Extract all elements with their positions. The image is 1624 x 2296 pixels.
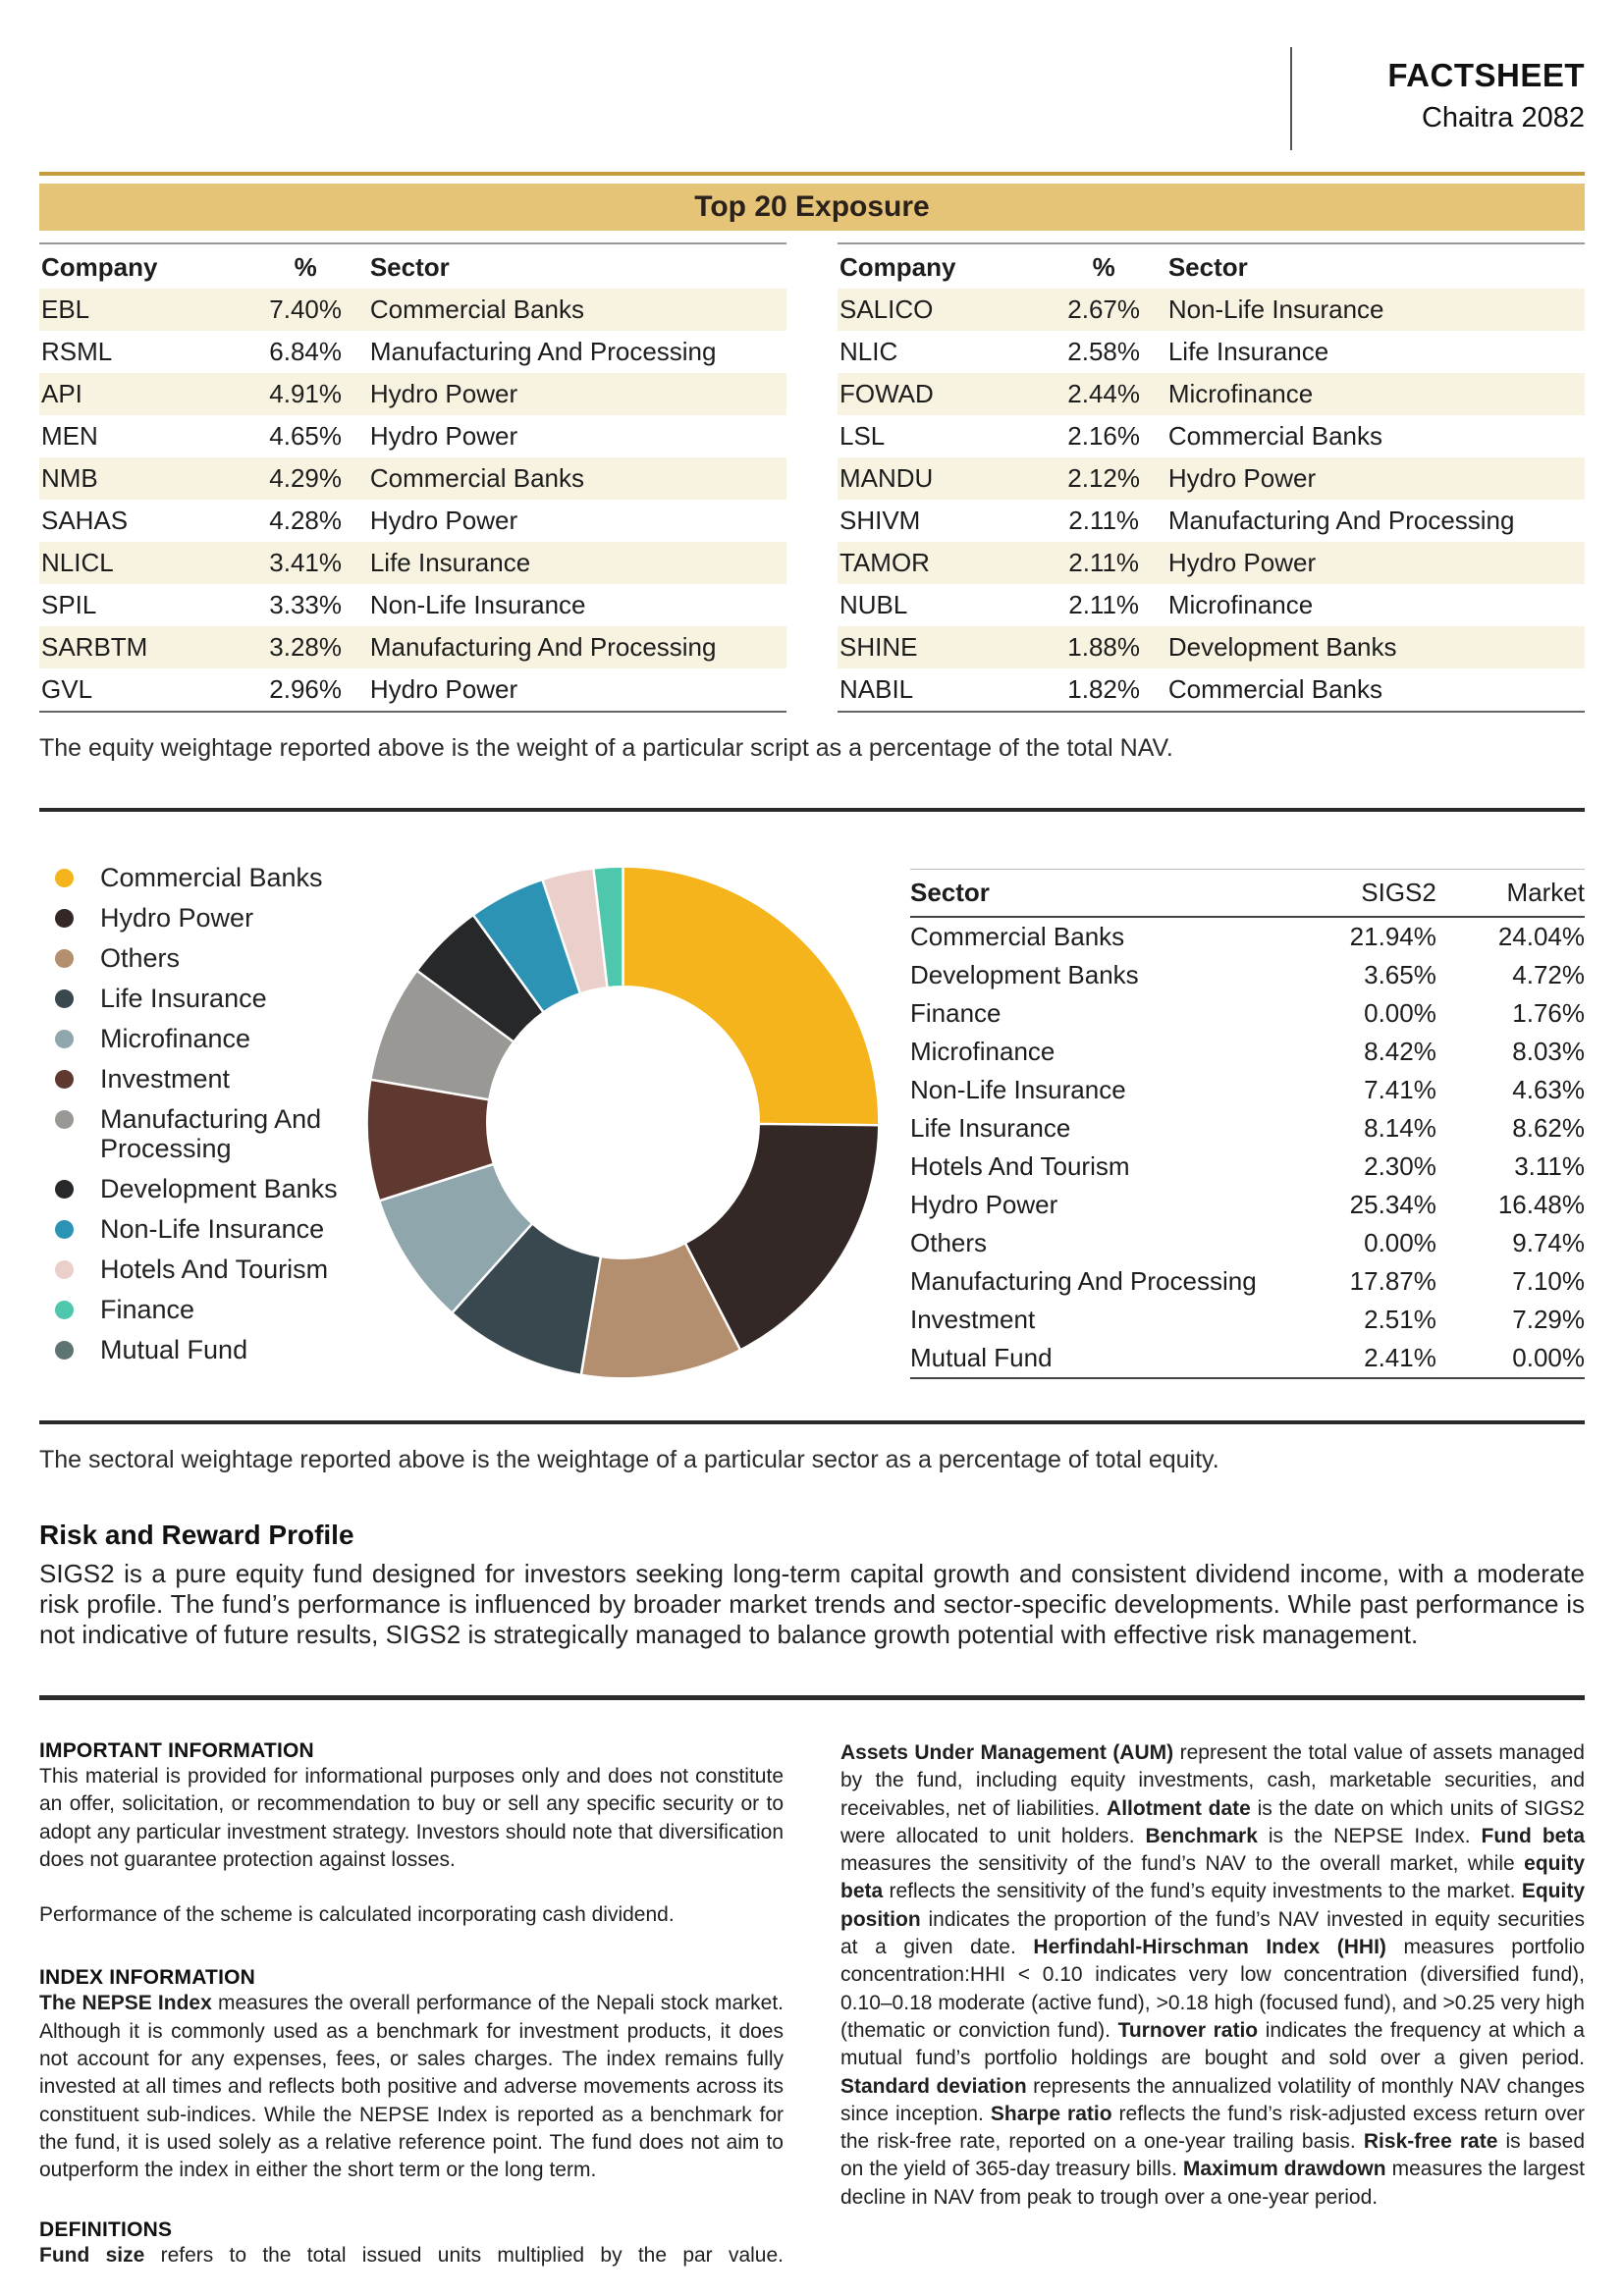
top20-title: Top 20 Exposure <box>694 190 930 223</box>
percent-cell: 2.11% <box>1068 506 1140 535</box>
sector-cell: Hydro Power <box>369 421 518 451</box>
table-row <box>910 1224 1585 1262</box>
section-divider <box>39 808 1585 812</box>
percent-cell: 2.11% <box>1068 590 1140 619</box>
table-row <box>39 289 786 331</box>
market-cell: 3.11% <box>1514 1151 1585 1181</box>
market-cell: 7.29% <box>1512 1305 1585 1334</box>
sector-cell: Life Insurance <box>369 548 531 577</box>
legend-label: Commercial Banks <box>100 863 323 892</box>
table-row <box>838 626 1585 668</box>
market-cell: 8.62% <box>1512 1113 1585 1143</box>
sigs2-cell: 7.41% <box>1364 1075 1436 1104</box>
column-header-market: Market <box>1506 878 1585 907</box>
percent-cell: 7.40% <box>269 294 343 324</box>
table-row <box>39 415 786 457</box>
sector-cell: Commercial Banks <box>369 294 584 324</box>
top20-tables <box>39 242 1585 713</box>
legend-item <box>39 1064 355 1094</box>
legend-item <box>39 943 355 973</box>
legend-item <box>39 903 355 933</box>
legend-label: Manufacturing And Processing <box>100 1104 322 1163</box>
legend-item <box>39 1335 355 1364</box>
percent-cell: 2.44% <box>1067 379 1141 408</box>
company-cell: NUBL <box>839 590 908 619</box>
definitions-column <box>840 1739 1585 2269</box>
legend-item <box>39 1295 355 1324</box>
sigs2-cell: 25.34% <box>1349 1190 1436 1219</box>
company-cell: SALICO <box>839 294 934 324</box>
sigs2-cell: 17.87% <box>1349 1266 1436 1296</box>
legend-label: Hotels And Tourism <box>100 1255 329 1284</box>
definitions-heading: DEFINITIONS <box>39 2217 173 2241</box>
fund-size-definition: Fund size refers to the total issued units multiplied by the par value. <box>39 2243 784 2267</box>
sector-cell: Hydro Power <box>1167 463 1317 493</box>
percent-cell: 2.16% <box>1067 421 1141 451</box>
legend-label: Microfinance <box>100 1024 251 1053</box>
table-row <box>910 994 1585 1033</box>
risk-reward-heading: Risk and Reward Profile <box>39 1520 354 1550</box>
sigs2-cell: 3.65% <box>1364 960 1436 989</box>
company-cell: LSL <box>839 421 886 451</box>
important-info-heading: IMPORTANT INFORMATION <box>39 1739 314 1762</box>
risk-reward-section <box>39 1520 1585 1650</box>
table-row <box>838 289 1585 331</box>
table-row <box>838 584 1585 626</box>
table-row <box>910 1148 1585 1186</box>
sector-cell: Development Banks <box>1167 632 1397 662</box>
legend-label: Life Insurance <box>100 984 267 1013</box>
table-row <box>39 373 786 415</box>
sigs2-cell: 8.42% <box>1364 1037 1436 1066</box>
legend-swatch-icon <box>55 1110 74 1129</box>
sector-cell: Mutual Fund <box>910 1343 1053 1372</box>
sector-cell: Manufacturing And Processing <box>910 1266 1257 1296</box>
top20-left-body <box>39 289 786 712</box>
company-cell: API <box>41 379 82 408</box>
legend-swatch-icon <box>55 1341 74 1360</box>
legend-item <box>39 984 355 1013</box>
top20-table-right <box>838 242 1585 713</box>
legend-label: Investment <box>100 1064 231 1094</box>
market-cell: 24.04% <box>1497 922 1585 951</box>
company-cell: NLICL <box>41 548 114 577</box>
table-row <box>910 956 1585 994</box>
sector-cell: Microfinance <box>1167 590 1314 619</box>
sector-cell: Investment <box>910 1305 1036 1334</box>
percent-cell: 3.28% <box>269 632 343 662</box>
legend-label: Hydro Power <box>100 903 254 933</box>
sector-cell: Microfinance <box>910 1037 1056 1066</box>
chart-legend <box>39 863 355 1375</box>
market-cell: 1.76% <box>1512 998 1585 1028</box>
sector-cell: Hydro Power <box>369 379 518 408</box>
table-row <box>910 1186 1585 1224</box>
header-block <box>1290 47 1585 150</box>
table-row <box>910 1109 1585 1148</box>
legend-item <box>39 1214 355 1244</box>
percent-cell: 2.11% <box>1068 548 1140 577</box>
sector-cell: Commercial Banks <box>910 922 1125 951</box>
sigs2-cell: 2.51% <box>1364 1305 1436 1334</box>
table-row <box>39 542 786 584</box>
market-cell: 9.74% <box>1512 1228 1585 1257</box>
market-cell: 4.63% <box>1512 1075 1585 1104</box>
sigs2-cell: 2.41% <box>1364 1343 1436 1372</box>
table-row <box>39 500 786 542</box>
percent-cell: 1.88% <box>1067 632 1141 662</box>
sector-cell: Manufacturing And Processing <box>369 632 717 662</box>
sigs2-cell: 0.00% <box>1364 1228 1436 1257</box>
company-cell: SPIL <box>41 590 97 619</box>
table-row <box>39 331 786 373</box>
table-row <box>910 1262 1585 1301</box>
legend-item <box>39 1104 355 1163</box>
company-cell: RSML <box>41 337 113 366</box>
percent-cell: 4.29% <box>269 463 343 493</box>
sigs2-cell: 21.94% <box>1349 922 1436 951</box>
column-header-company: Company <box>839 252 956 282</box>
market-cell: 4.72% <box>1512 960 1585 989</box>
company-cell: MEN <box>41 421 98 451</box>
company-cell: NLIC <box>839 337 898 366</box>
percent-cell: 2.12% <box>1067 463 1141 493</box>
sector-cell: Hydro Power <box>369 674 518 704</box>
sector-table <box>910 869 1585 1379</box>
column-header-percent: % <box>1092 252 1115 282</box>
performance-note: Performance of the scheme is calculated incorporating cash dividend. <box>39 1903 675 1927</box>
top20-right-body <box>838 289 1585 712</box>
table-row <box>39 584 786 626</box>
percent-cell: 4.65% <box>269 421 343 451</box>
percent-cell: 6.84% <box>269 337 343 366</box>
company-cell: GVL <box>41 674 93 704</box>
table-header-row <box>39 243 786 289</box>
company-cell: FOWAD <box>839 379 934 408</box>
table-row <box>39 668 786 712</box>
table-header-row <box>838 243 1585 289</box>
page-title: FACTSHEET <box>1387 57 1585 93</box>
sector-cell: Others <box>910 1228 988 1257</box>
column-header-sigs2: SIGS2 <box>1361 878 1436 907</box>
table-row <box>838 415 1585 457</box>
company-cell: SHINE <box>839 632 918 662</box>
page-subtitle: Chaitra 2082 <box>1421 102 1585 133</box>
legend-swatch-icon <box>55 1260 74 1279</box>
sector-cell: Commercial Banks <box>1167 674 1382 704</box>
table-row <box>39 457 786 500</box>
table-row <box>838 668 1585 712</box>
donut-segment <box>623 867 880 1126</box>
sector-cell: Finance <box>910 998 1001 1028</box>
sector-cell: Manufacturing And Processing <box>1167 506 1515 535</box>
sector-cell: Life Insurance <box>910 1113 1071 1143</box>
top20-table-left <box>39 242 786 713</box>
percent-cell: 3.33% <box>269 590 343 619</box>
market-cell: 16.48% <box>1497 1190 1585 1219</box>
legend-swatch-icon <box>55 1220 74 1239</box>
donut-chart-svg <box>355 855 891 1390</box>
legend-item <box>39 1174 355 1203</box>
column-header-sector: Sector <box>910 878 990 907</box>
top20-title-band <box>39 184 1585 231</box>
sector-note: The sectoral weightage reported above is the weightage of a particular sector as a percentage of total equity. <box>39 1446 1219 1473</box>
index-info-text: The NEPSE Index measures the overall performance of the Nepali stock market. Although it is commonly used as a benchmark for investment products, it does not account for any expenses, fees, or sales charges. The index remains fully invested at all times and reflects both positive and adverse movements across its constituent sub-indices. While the NEPSE Index is reported as a benchmark for the fund, it is used solely as a relative reference point. The fund does not aim to outperform the index in either the short term or the long term. <box>39 1992 784 2182</box>
table-row <box>910 1339 1585 1378</box>
table-row <box>838 331 1585 373</box>
company-cell: EBL <box>41 294 90 324</box>
legend-label: Mutual Fund <box>100 1335 248 1364</box>
sector-table-body <box>910 917 1585 1378</box>
percent-cell: 3.41% <box>269 548 343 577</box>
table-row <box>910 917 1585 956</box>
company-cell: MANDU <box>839 463 934 493</box>
sector-allocation-section <box>39 855 1585 1395</box>
sector-cell: Manufacturing And Processing <box>369 337 717 366</box>
sector-cell: Life Insurance <box>1167 337 1329 366</box>
definitions-text: Assets Under Management (AUM) represent the total value of assets managed by the fund, including equity investments, cash, marketable securities, and receivables, net of liabilities. Allotment date is the date on which units of SIGS2 were allocated to unit holders. Benchmark is the NEPSE Index. Fund beta measures the sensitivity of the fund’s NAV to the overall market, while equity beta reflects the sensitivity of the fund’s equity investments to the market. Equity position indicates the proportion of the fund’s NAV invested in equity securities at a given date. Herfindahl-Hirschman Index (HHI) measures portfolio concentration:HHI < 0.10 indicates very low concentration (diversified fund), 0.10–0.18 moderate (active fund), >0.18 high (focused fund), and >0.25 very high (thematic or conviction fund). Turnover ratio indicates the frequency at which a mutual fund’s portfolio holdings are bought and sold over a given period. Standard deviation represents the annualized volatility of monthly NAV changes since inception. Sharpe ratio reflects the fund’s risk-adjusted excess return over the risk-free rate, reported on a one-year trailing basis. Risk-free rate is based on the yield of 365-day treasury bills. Maximum drawdown measures the largest decline in NAV from peak to trough over a one-year period. <box>840 1741 1586 2209</box>
table-row <box>39 626 786 668</box>
legend-swatch-icon <box>55 909 74 928</box>
header <box>39 0 1585 150</box>
market-cell: 7.10% <box>1512 1266 1585 1296</box>
legend-item <box>39 1024 355 1053</box>
sector-cell: Hotels And Tourism <box>910 1151 1130 1181</box>
legend-label: Others <box>100 943 181 973</box>
sigs2-cell: 2.30% <box>1364 1151 1436 1181</box>
table-row <box>838 457 1585 500</box>
market-cell: 8.03% <box>1512 1037 1585 1066</box>
sector-cell: Hydro Power <box>1167 548 1317 577</box>
risk-reward-body: SIGS2 is a pure equity fund designed for investors seeking long-term capital growth and consistent dividend income, with a moderate risk profile. The fund’s performance is influenced by broader market trends and sector-specific developments. While past performance is not indicative of future results, SIGS2 is strategically managed to balance growth potential with effective risk management. <box>39 1559 1585 1649</box>
column-header-sector: Sector <box>369 252 450 282</box>
company-cell: SHIVM <box>839 506 921 535</box>
disclosure-columns <box>39 1739 1585 2269</box>
sector-cell: Commercial Banks <box>1167 421 1382 451</box>
sector-cell: Development Banks <box>910 960 1139 989</box>
sector-cell: Non-Life Insurance <box>1167 294 1384 324</box>
top20-note: The equity weightage reported above is the weight of a particular script as a percentage of the total NAV. <box>39 734 1173 762</box>
legend-swatch-icon <box>55 1030 74 1048</box>
sigs2-cell: 0.00% <box>1364 998 1436 1028</box>
important-info-text: This material is provided for informational purposes only and does not constitute an offer, solicitation, or recommendation to buy or sell any specific security or to adopt any particular investment strategy. Investors should note that diversification does not guarantee protection against losses. <box>39 1765 784 1871</box>
table-row <box>838 500 1585 542</box>
donut-chart <box>355 855 891 1395</box>
index-info-heading: INDEX INFORMATION <box>39 1966 256 1990</box>
sigs2-cell: 8.14% <box>1364 1113 1436 1143</box>
legend-item <box>39 863 355 892</box>
legend-swatch-icon <box>55 1180 74 1199</box>
table-row <box>838 542 1585 584</box>
company-cell: TAMOR <box>839 548 930 577</box>
column-header-sector: Sector <box>1167 252 1248 282</box>
table-row <box>910 1033 1585 1071</box>
sector-cell: Hydro Power <box>369 506 518 535</box>
sector-cell: Microfinance <box>1167 379 1314 408</box>
percent-cell: 2.96% <box>269 674 343 704</box>
section-divider <box>39 1420 1585 1424</box>
legend-swatch-icon <box>55 989 74 1008</box>
column-header-percent: % <box>294 252 317 282</box>
company-cell: NMB <box>41 463 98 493</box>
legend-label: Non-Life Insurance <box>100 1214 325 1244</box>
market-cell: 0.00% <box>1512 1343 1585 1372</box>
percent-cell: 4.28% <box>269 506 343 535</box>
sector-cell: Non-Life Insurance <box>369 590 586 619</box>
table-row <box>838 373 1585 415</box>
sector-cell: Commercial Banks <box>369 463 584 493</box>
legend-swatch-icon <box>55 949 74 968</box>
legend-swatch-icon <box>55 869 74 887</box>
gold-divider <box>39 172 1585 176</box>
sector-cell: Hydro Power <box>910 1190 1058 1219</box>
company-cell: SARBTM <box>41 632 148 662</box>
legend-item <box>39 1255 355 1284</box>
company-cell: SAHAS <box>41 506 129 535</box>
percent-cell: 4.91% <box>269 379 343 408</box>
percent-cell: 2.67% <box>1067 294 1141 324</box>
company-cell: NABIL <box>839 674 914 704</box>
important-info-column <box>39 1739 784 2269</box>
section-divider <box>39 1695 1585 1700</box>
table-row <box>910 1071 1585 1109</box>
column-header-company: Company <box>41 252 158 282</box>
sector-cell: Non-Life Insurance <box>910 1075 1126 1104</box>
percent-cell: 2.58% <box>1067 337 1141 366</box>
legend-label: Finance <box>100 1295 195 1324</box>
table-row <box>910 1301 1585 1339</box>
legend-label: Development Banks <box>100 1174 338 1203</box>
percent-cell: 1.82% <box>1067 674 1141 704</box>
legend-swatch-icon <box>55 1070 74 1089</box>
table-header-row <box>910 870 1585 918</box>
legend-swatch-icon <box>55 1301 74 1319</box>
